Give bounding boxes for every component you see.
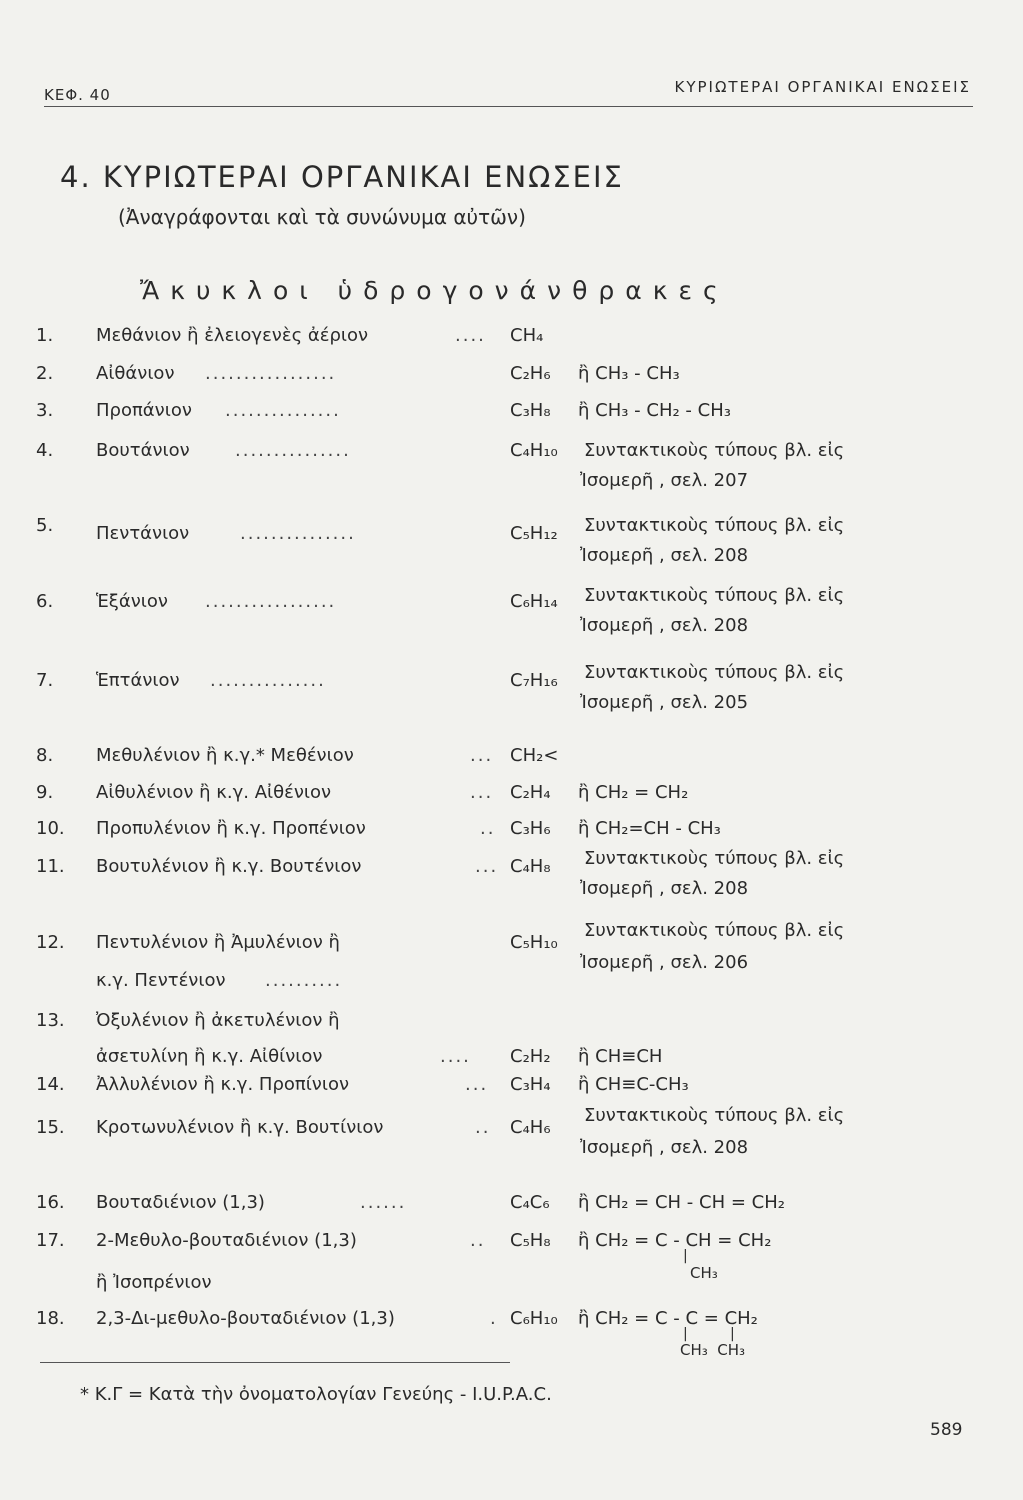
leader-dots: ............... (240, 523, 356, 544)
isomer-note: Συντακτικοὺς τύπους βλ. εἰς (584, 515, 845, 536)
leader-dots: ............... (225, 400, 341, 421)
substituent-bond: | (730, 1326, 735, 1342)
leader-dots: ... (475, 856, 499, 877)
molecular-formula: C₄H₈ (510, 856, 551, 877)
page-subtitle: (Ἀναγράφονται καὶ τὰ συνώνυμα αὐτῶν) (118, 205, 526, 229)
row-number: 13. (36, 1010, 65, 1031)
molecular-formula: C₂H₆ (510, 363, 551, 384)
structural-formula: ἢ CH≡CH (578, 1046, 663, 1067)
leader-dots: ................. (205, 591, 337, 612)
compound-name-continued: ἢ Ἰσοπρένιον (96, 1272, 212, 1293)
running-title: ΚΥΡΙΩΤΕΡΑΙ ΟΡΓΑΝΙΚΑΙ ΕΝΩΣΕΙΣ (674, 78, 971, 96)
row-number: 5. (36, 515, 54, 536)
molecular-formula: C₂H₂ (510, 1046, 551, 1067)
compound-name: Προπάνιον (96, 400, 192, 421)
compound-name: Αἰθάνιον (96, 363, 175, 384)
compound-name: Ἀλλυλένιον ἢ κ.γ. Προπίνιον (96, 1074, 350, 1095)
isomer-page-ref: Ἰσομερῆ , σελ. 206 (580, 952, 749, 973)
footnote: * Κ.Γ = Κατὰ τὴν ὀνοματολογίαν Γενεύης - I.U.P.A.C. (80, 1384, 552, 1405)
compound-name: Βουτάνιον (96, 440, 190, 461)
substituent-bond: | (683, 1326, 688, 1342)
leader-dots: .......... (265, 970, 343, 991)
row-number: 17. (36, 1230, 65, 1251)
molecular-formula: C₄H₁₀ (510, 440, 558, 461)
isomer-note: Συντακτικοὺς τύπους βλ. εἰς (584, 662, 845, 683)
structural-formula: ἢ CH₂=CH - CH₃ (578, 818, 721, 839)
compound-name: Μεθυλένιον ἢ κ.γ.* Μεθένιον (96, 745, 354, 766)
compound-name: Βουταδιένιον (1,3) (96, 1192, 265, 1213)
substituent-group: CH₃ (690, 1264, 718, 1282)
compound-name: Ἑξάνιον (96, 591, 168, 612)
structural-formula: ἢ CH₂ = CH₂ (578, 782, 689, 803)
section-heading: Ἄκυκλοι ὑδρογονάνθρακες (140, 276, 729, 305)
leader-dots: .. (475, 1117, 491, 1138)
leader-dots: .. (480, 818, 496, 839)
leader-dots: .. (470, 1230, 486, 1251)
compound-name-continued: κ.γ. Πεντένιον (96, 970, 226, 991)
page-title: 4. ΚΥΡΙΩΤΕΡΑΙ ΟΡΓΑΝΙΚΑΙ ΕΝΩΣΕΙΣ (60, 160, 624, 194)
row-number: 14. (36, 1074, 65, 1095)
isomer-page-ref: Ἰσομερῆ , σελ. 208 (580, 878, 749, 899)
row-number: 16. (36, 1192, 65, 1213)
structural-formula: ἢ CH₃ - CH₂ - CH₃ (578, 400, 731, 421)
row-number: 9. (36, 782, 54, 803)
row-number: 11. (36, 856, 65, 877)
isomer-page-ref: Ἰσομερῆ , σελ. 205 (580, 692, 749, 713)
molecular-formula: C₇H₁₆ (510, 670, 558, 691)
leader-dots: . (490, 1308, 498, 1329)
leader-dots: ... (470, 745, 494, 766)
substituent-group: CH₃ CH₃ (680, 1341, 746, 1359)
compound-name: Προπυλένιον ἢ κ.γ. Προπένιον (96, 818, 366, 839)
molecular-formula: C₂H₄ (510, 782, 551, 803)
molecular-formula: CH₂< (510, 745, 559, 766)
compound-name: 2,3-Δι-μεθυλο-βουταδιένιον (1,3) (96, 1308, 395, 1329)
molecular-formula: C₅H₈ (510, 1230, 551, 1251)
header-divider (44, 106, 973, 107)
structural-formula: ἢ CH≡C-CH₃ (578, 1074, 689, 1095)
leader-dots: ...... (360, 1192, 407, 1213)
row-number: 18. (36, 1308, 65, 1329)
compound-name: Αἰθυλένιον ἢ κ.γ. Αἰθένιον (96, 782, 332, 803)
structural-formula: ἢ CH₂ = CH - CH = CH₂ (578, 1192, 785, 1213)
structural-formula: ἢ CH₂ = C - CH = CH₂ (578, 1230, 772, 1251)
isomer-page-ref: Ἰσομερῆ , σελ. 207 (580, 470, 749, 491)
compound-name: 2-Μεθυλο-βουταδιένιον (1,3) (96, 1230, 357, 1251)
molecular-formula: C₆H₁₄ (510, 591, 558, 612)
row-number: 12. (36, 932, 65, 953)
page-number: 589 (930, 1420, 963, 1440)
isomer-page-ref: Ἰσομερῆ , σελ. 208 (580, 615, 749, 636)
isomer-note: Συντακτικοὺς τύπους βλ. εἰς (584, 440, 845, 461)
isomer-page-ref: Ἰσομερῆ , σελ. 208 (580, 1137, 749, 1158)
molecular-formula: C₄C₆ (510, 1192, 550, 1213)
molecular-formula: C₃H₄ (510, 1074, 551, 1095)
compound-name: Πεντυλένιον ἢ Ἀμυλένιον ἢ (96, 932, 340, 953)
row-number: 1. (36, 325, 54, 346)
row-number: 10. (36, 818, 65, 839)
isomer-note: Συντακτικοὺς τύπους βλ. εἰς (584, 848, 845, 869)
row-number: 3. (36, 400, 54, 421)
row-number: 4. (36, 440, 54, 461)
compound-name: Πεντάνιον (96, 523, 190, 544)
molecular-formula: C₅H₁₂ (510, 523, 558, 544)
row-number: 6. (36, 591, 54, 612)
leader-dots: ... (470, 782, 494, 803)
compound-name: Μεθάνιον ἢ ἐλειογενὲς ἀέριον (96, 325, 369, 346)
row-number: 15. (36, 1117, 65, 1138)
structural-formula: ἢ CH₂ = C - C = CH₂ (578, 1308, 758, 1329)
row-number: 8. (36, 745, 54, 766)
compound-name: Κροτωνυλένιον ἢ κ.γ. Βουτίνιον (96, 1117, 384, 1138)
molecular-formula: C₆H₁₀ (510, 1308, 558, 1329)
structural-formula: ἢ CH₃ - CH₃ (578, 363, 680, 384)
leader-dots: .... (440, 1046, 471, 1067)
compound-name: Βουτυλένιον ἢ κ.γ. Βουτένιον (96, 856, 362, 877)
row-number: 2. (36, 363, 54, 384)
leader-dots: ................. (205, 363, 337, 384)
molecular-formula: C₃H₆ (510, 818, 551, 839)
chapter-label: ΚΕΦ. 40 (44, 86, 111, 104)
compound-name-continued: ἀσετυλίνη ἢ κ.γ. Αἰθίνιον (96, 1046, 323, 1067)
substituent-bond: | (683, 1248, 688, 1264)
leader-dots: ............... (235, 440, 351, 461)
molecular-formula: C₃H₈ (510, 400, 551, 421)
molecular-formula: C₄H₆ (510, 1117, 551, 1138)
leader-dots: ............... (210, 670, 326, 691)
isomer-page-ref: Ἰσομερῆ , σελ. 208 (580, 545, 749, 566)
isomer-note: Συντακτικοὺς τύπους βλ. εἰς (584, 920, 845, 941)
leader-dots: .... (455, 325, 486, 346)
leader-dots: ... (465, 1074, 489, 1095)
row-number: 7. (36, 670, 54, 691)
isomer-note: Συντακτικοὺς τύπους βλ. εἰς (584, 585, 845, 606)
footnote-divider (40, 1362, 510, 1363)
molecular-formula: CH₄ (510, 325, 544, 346)
molecular-formula: C₅H₁₀ (510, 932, 558, 953)
compound-name: Ἑπτάνιον (96, 670, 180, 691)
compound-name: Ὀξυλένιον ἢ ἀκετυλένιον ἢ (96, 1010, 340, 1031)
isomer-note: Συντακτικοὺς τύπους βλ. εἰς (584, 1105, 845, 1126)
